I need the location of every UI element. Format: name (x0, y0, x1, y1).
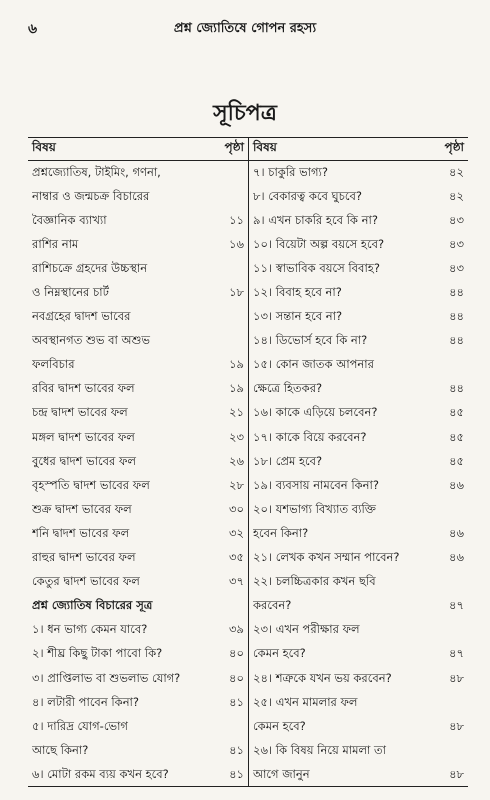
contents-entry (249, 306, 468, 330)
contents-entry (28, 378, 248, 402)
entry-title: ১৩। সন্তান হবে না? (253, 309, 343, 324)
entry-title: বৈজ্ঞানিক ব্যাখ্যা (32, 212, 107, 227)
contents-entry (249, 161, 468, 185)
entry-page-number: ৪৭ (449, 598, 464, 613)
contents-entry (28, 402, 248, 426)
contents-entry (28, 715, 248, 739)
entry-title: ১১। স্বাভাবিক বয়সে বিবাহ? (253, 260, 380, 275)
entry-title: ৩। প্রাপ্তিলাভ বা শুভলাভ যোগ? (32, 670, 181, 685)
entry-page-number: ৪৪ (449, 309, 464, 324)
contents-entry (249, 715, 468, 739)
contents-entry (28, 354, 248, 378)
entry-page-number: ৪৫ (449, 429, 464, 444)
entry-title: মঙ্গল দ্বাদশ ভাবের ফল (32, 429, 135, 444)
contents-entry (249, 739, 468, 763)
contents-entry (28, 450, 248, 474)
entry-page-number: ৪৪ (449, 381, 464, 396)
entry-page-number: ৪৪ (449, 285, 464, 300)
entry-page-number: ৪৬ (449, 525, 464, 540)
entry-page-number: ৪৮ (449, 718, 464, 733)
contents-entry (249, 667, 468, 691)
contents-entry (249, 185, 468, 209)
entry-page-number: ১১ (229, 212, 244, 227)
entry-page-number: ৪১ (229, 766, 244, 781)
entry-page-number: ৪৬ (449, 477, 464, 492)
entry-page-number: ৪৫ (449, 405, 464, 420)
contents-entry (28, 547, 248, 571)
entry-title: ১০। বিয়েটা অল্প বয়সে হবে? (253, 236, 385, 251)
entry-title: ফলবিচার (32, 357, 75, 372)
left-column (28, 138, 248, 787)
entry-page-number: ৪২ (449, 188, 464, 203)
contents-entry (249, 378, 468, 402)
contents-entry (28, 161, 248, 185)
entry-page-number: ৩৯ (229, 622, 244, 637)
contents-entry (249, 571, 468, 595)
entry-title: নবগ্রহের দ্বাদশ ভাবের (32, 309, 131, 324)
contents-entry (249, 547, 468, 571)
page-header-label: পৃষ্ঠা (444, 140, 464, 154)
entry-page-number: ৪৫ (449, 453, 464, 468)
entry-page-number: ২৩ (229, 429, 244, 444)
entry-page-number: ৪৩ (449, 212, 464, 227)
entry-page-number: ৩৫ (229, 550, 244, 565)
entry-page-number: ১৬ (229, 236, 244, 251)
contents-entry (249, 643, 468, 667)
entry-title: কেমন হবে? (253, 646, 306, 661)
right-column (249, 138, 468, 787)
entry-page-number: ২১ (229, 405, 244, 420)
entry-title: ও নিম্নস্থানের চার্ট (32, 285, 109, 300)
contents-entry (28, 233, 248, 257)
contents-entry (249, 209, 468, 233)
entry-title: রাশিচক্রে গ্রহদের উচ্চস্থান (32, 260, 148, 275)
running-title: প্রশ্ন জ্যোতিষে গোপন রহস্য (173, 20, 317, 36)
entry-title: ১৮। প্রেম হবে? (253, 453, 323, 468)
subject-header: বিষয় (253, 140, 277, 154)
entry-title: প্রশ্নজ্যোতিষ, টাইমিং, গণনা, (32, 164, 161, 179)
entry-title: ২৬। কি বিষয় নিয়ে মামলা তা (253, 742, 387, 757)
entry-title: বুধের দ্বাদশ ভাবের ফল (32, 453, 136, 468)
contents-entry (28, 209, 248, 233)
entry-title: রাশির নাম (32, 236, 79, 251)
entry-page-number: ৪৬ (449, 550, 464, 565)
entry-title: ১৫। কোন জাতক আপনার (253, 357, 374, 372)
entry-title: বৃহস্পতি দ্বাদশ ভাবের ফল (32, 477, 150, 492)
entry-page-number: ১৯ (229, 357, 244, 372)
entry-title: ১৯। ব্যবসায় নামবেন কিনা? (253, 477, 379, 492)
contents-entry (28, 522, 248, 546)
entry-title: ৬। মোটা রকম ব্যয় কখন হবে? (32, 766, 169, 781)
contents-entry (28, 330, 248, 354)
entry-title: করবেন? (253, 598, 292, 613)
subject-header: বিষয় (32, 140, 56, 154)
entry-page-number: ৪৩ (449, 260, 464, 275)
entry-page-number: ৪১ (229, 694, 244, 709)
entry-title: ৮। বেকারত্ব কবে ঘুচবে? (253, 188, 362, 203)
contents-entry (249, 354, 468, 378)
entry-title: আগে জানুন (253, 766, 310, 781)
contents-entry (28, 763, 248, 787)
contents-entry (28, 691, 248, 715)
contents-entry (28, 474, 248, 498)
entry-title: ২০। যশভাগ্য বিখ্যাত ব্যক্তি (253, 501, 376, 516)
page-title: সূচিপত্র (213, 100, 277, 126)
entry-title: প্রশ্ন জ্যোতিষ বিচারের সূত্র (32, 598, 153, 613)
entry-title: হবেন কিনা? (253, 525, 309, 540)
contents-entry (28, 498, 248, 522)
entry-title: ১২। বিবাহ হবে না? (253, 285, 342, 300)
entry-title: রাহুর দ্বাদশ ভাবের ফল (32, 550, 136, 565)
page-header-label: পৃষ্ঠা (224, 140, 244, 154)
contents-entry (249, 595, 468, 619)
entry-title: শুক্র দ্বাদশ ভাবের ফল (32, 501, 132, 516)
entry-page-number: ৪৮ (449, 766, 464, 781)
contents-entry (28, 257, 248, 281)
contents-entry (28, 185, 248, 209)
entry-page-number: ১৯ (229, 381, 244, 396)
entry-title: নাম্বার ও জন্মচক্র বিচারের (32, 188, 150, 203)
entry-title: ২৩। এখন পরীক্ষার ফল (253, 622, 360, 637)
contents-entry (249, 763, 468, 787)
entry-title: ২৪। শত্রুকে যখন ভয় করবেন? (253, 670, 392, 685)
entry-title: ৯। এখন চাকরি হবে কি না? (253, 212, 378, 227)
entry-page-number: ৩২ (229, 525, 244, 540)
entry-title: ২৫। এখন মামলার ফল (253, 694, 358, 709)
entry-title: ৪। লটারী পাবেন কিনা? (32, 694, 139, 709)
contents-entry (249, 402, 468, 426)
entry-title: ৫। দারিদ্র যোগ-ভোগ (32, 718, 128, 733)
entry-title: রবির দ্বাদশ ভাবের ফল (32, 381, 135, 396)
entry-title: ২। শীঘ্র কিছু টাকা পাবো কি? (32, 646, 163, 661)
contents-entry (249, 691, 468, 715)
entry-page-number: ১৮ (229, 285, 244, 300)
entry-page-number: ৪৮ (449, 670, 464, 685)
entry-page-number: ৪০ (229, 670, 244, 685)
contents-entry (28, 281, 248, 305)
entry-title: ২২। চলচ্চিত্রকার কখন ছবি (253, 574, 376, 589)
contents-entry (249, 257, 468, 281)
entry-page-number: ৩৭ (229, 574, 244, 589)
page-header (28, 18, 462, 40)
entry-page-number: ৪৩ (449, 236, 464, 251)
entry-title: ২১। লেখক কখন সম্মান পাবেন? (253, 550, 400, 565)
contents-table (28, 137, 468, 787)
entry-page-number: ৩০ (229, 501, 244, 516)
entry-title: কেমন হবে? (253, 718, 306, 733)
contents-entry (28, 426, 248, 450)
entry-page-number: ৪২ (449, 164, 464, 179)
entry-title: চন্দ্র দ্বাদশ ভাবের ফল (32, 405, 128, 420)
entry-page-number: ৪৪ (449, 333, 464, 348)
contents-entry (249, 330, 468, 354)
contents-entry (249, 450, 468, 474)
contents-entry (249, 426, 468, 450)
entry-title: অবস্থানগত শুভ বা অশুভ (32, 333, 150, 348)
entry-page-number: ৪১ (229, 742, 244, 757)
entry-title: ১। ধন ভাগ্য কেমন যাবে? (32, 622, 148, 637)
left-column-header (28, 138, 248, 161)
page-number: ৬ (28, 21, 38, 37)
contents-entry (249, 522, 468, 546)
left-rows (28, 161, 248, 787)
contents-entry (249, 619, 468, 643)
contents-entry (249, 474, 468, 498)
entry-title: আছে কিনা? (32, 742, 89, 757)
contents-entry (28, 595, 248, 619)
entry-title: ক্ষেত্রে হিতকর? (253, 381, 323, 396)
entry-title: ১৪। ডিভোর্স হবে কি না? (253, 333, 368, 348)
entry-page-number: ২৮ (229, 477, 244, 492)
right-rows (249, 161, 468, 787)
entry-title: কেতুর দ্বাদশ ভাবের ফল (32, 574, 140, 589)
entry-page-number: ৪৭ (449, 646, 464, 661)
right-column-header (249, 138, 468, 161)
contents-entry (28, 306, 248, 330)
contents-entry (249, 498, 468, 522)
entry-title: ১৭। কাকে বিয়ে করবেন? (253, 429, 367, 444)
contents-entry (249, 281, 468, 305)
contents-entry (249, 233, 468, 257)
entry-page-number: ৪০ (229, 646, 244, 661)
contents-entry (28, 643, 248, 667)
entry-title: শনি দ্বাদশ ভাবের ফল (32, 525, 130, 540)
contents-entry (28, 619, 248, 643)
entry-page-number: ২৬ (229, 453, 244, 468)
contents-entry (28, 667, 248, 691)
contents-entry (28, 571, 248, 595)
entry-title: ৭। চাকুরি ভাগ্য? (253, 164, 328, 179)
contents-entry (28, 739, 248, 763)
entry-title: ১৬। কাকে এড়িয়ে চলবেন? (253, 405, 378, 420)
